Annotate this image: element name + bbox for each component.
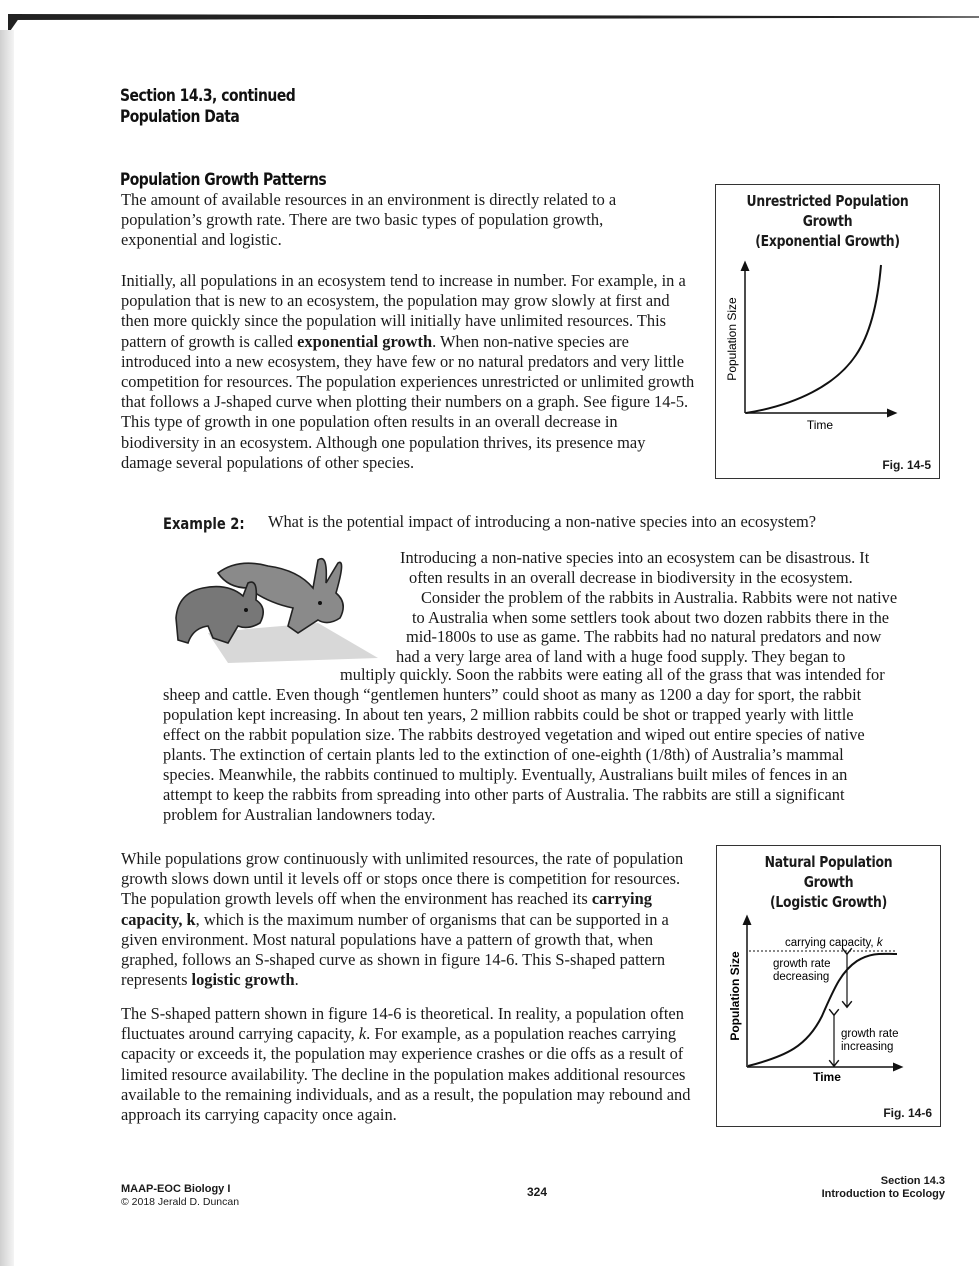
- page-number: 324: [527, 1185, 548, 1199]
- rabbit-eye: [244, 608, 248, 612]
- exponential-term: exponential growth: [297, 331, 433, 351]
- example-line: attempt to keep the rabbits from spreading into other parts of Australia. The rabbits are still a significant: [163, 785, 845, 804]
- decreasing-label-1: growth rate: [773, 958, 831, 970]
- example-line: Introducing a non-native species into an ecosystem can be disastrous. It: [400, 548, 870, 567]
- capacity-k: k: [876, 937, 883, 949]
- x-axis-label: Time: [806, 418, 834, 432]
- figure-14-5: [715, 184, 940, 479]
- example-line: mid-1800s to use as game. The rabbits had no natural predators and now: [406, 627, 882, 646]
- rabbit-eye: [318, 601, 322, 605]
- example-line: multiply quickly. Soon the rabbits were eating all of the grass that was intended for: [340, 665, 885, 684]
- footer-copyright: © 2018 Jerald D. Duncan: [121, 1196, 240, 1208]
- exponential-chart: [716, 185, 939, 478]
- fig-14-5-title-1: Unrestricted Population Growth: [746, 192, 909, 230]
- logistic-text-b: , which is the maximum number of organisms that can be supported in a given environment. Most natural populations have a pattern of growth that, when graphed, follows an S-shaped curve as shown in figure 14-6. This S-shaped pattern represents: [121, 909, 669, 990]
- growth-patterns-heading: Population Growth Patterns: [120, 170, 327, 190]
- logistic-chart: [717, 846, 940, 1126]
- example-line: problem for Australian landowners today.: [163, 805, 436, 824]
- j-curve: [746, 265, 881, 413]
- exponential-text-b: . When non-native species are introduced into a new ecosystem, they have few or no natural predators and very little competition for resources. The population experiences unrestricted or unlimited growth that follows a J-shaped curve when plotting their numbers on a graph. See figure 14-5. This type of growth in one population often results in an overall decrease in biodiversity in an ecosystem. Although one population thrives, its presence may damage several populations of other species.: [121, 331, 695, 472]
- exponential-text-a: Initially, all populations in an ecosystem tend to increase in number. For example, in a population that is new to an ecosystem, the population may grow slowly at first and then more quickly since the population will initially have unlimited resources. This pattern of growth is called: [121, 271, 686, 351]
- logistic-growth-term: logistic growth: [191, 970, 295, 990]
- example-line: plants. The extinction of certain plants led to the extinction of one-eighth (1/8th) of Australia’s mammal: [163, 745, 844, 764]
- example-line: species. Meanwhile, the rabbits continued to multiply. Eventually, Australians built miles of fences in an: [163, 765, 848, 784]
- example-label: Example 2:: [163, 514, 245, 533]
- example-line: had a very large area of land with a huge food supply. They began to: [396, 647, 846, 666]
- footer-section: Section 14.3: [880, 1175, 945, 1187]
- rabbits-illustration: [168, 548, 393, 666]
- scan-edge-shadow: [0, 30, 14, 1266]
- capacity-label: [785, 937, 884, 949]
- increasing-label-2: increasing: [841, 1041, 894, 1053]
- x-axis-label: Time: [813, 1070, 841, 1084]
- fig-14-6-label: Fig. 14-6: [883, 1106, 932, 1120]
- example-line: to Australia when some settlers took about two dozen rabbits there in the: [412, 608, 890, 627]
- fluctuation-paragraph: [121, 1004, 701, 1125]
- k-symbol: k: [358, 1024, 367, 1044]
- section-subtitle: Population Data: [120, 107, 240, 127]
- logistic-text-a: While populations grow continuously with unlimited resources, the rate of population growth slows down until it levels off or stops once there is competition for resources. The population growth levels off when the environment has reached its: [121, 849, 684, 909]
- fig-14-6-title-1: Natural Population Growth: [764, 853, 893, 891]
- decreasing-label-2: decreasing: [773, 971, 830, 983]
- logistic-text-c: .: [294, 970, 299, 990]
- fluctuation-text-b: . For example, as a population reaches carrying capacity or exceeds it, the population may experience crashes or die offs as a result of limited resource availability. The decline in the population makes additional resources available to the remaining individuals, and as a result, the population may rebound and approach its carrying capacity once again.: [121, 1024, 691, 1125]
- fluctuation-text-a: The S-shaped pattern shown in figure 14-6 is theoretical. In reality, a population often fluctuates around carrying capacity,: [121, 1004, 684, 1044]
- fig-14-5-label: Fig. 14-5: [882, 458, 931, 472]
- page-top-rule: [8, 14, 979, 20]
- y-axis-label: Population Size: [728, 951, 742, 1041]
- footer-section-title: Introduction to Ecology: [821, 1188, 945, 1200]
- example-line: sheep and cattle. Even though “gentlemen hunters” could shoot as many as 1200 a day for sport, the rabbit: [163, 685, 862, 704]
- exponential-paragraph: [121, 271, 696, 473]
- carrying-capacity-term: carrying capacity, k: [121, 889, 652, 929]
- example-line: population kept increasing. In about ten years, 2 million rabbits could be shot or trapped yearly with little: [163, 705, 854, 724]
- logistic-paragraph: [121, 849, 699, 990]
- figure-14-6: [716, 845, 941, 1127]
- section-title: Section 14.3, continued: [120, 86, 296, 106]
- y-axis-label: Population Size: [725, 297, 739, 381]
- footer-book: MAAP-EOC Biology I: [121, 1183, 231, 1195]
- increasing-label-1: growth rate: [841, 1028, 899, 1040]
- example-line: Consider the problem of the rabbits in Australia. Rabbits were not native: [421, 588, 898, 607]
- fig-14-6-title-2: (Logistic Growth): [769, 893, 888, 911]
- example-line: often results in an overall decrease in biodiversity in the ecosystem.: [409, 568, 853, 587]
- growth-intro-paragraph: The amount of available resources in an environment is directly related to a population’s growth rate. There are two basic types of population growth, exponential and logistic.: [121, 190, 617, 250]
- example-question: What is the potential impact of introducing a non-native species into an ecosystem?: [268, 512, 817, 531]
- fig-14-5-title-2: (Exponential Growth): [755, 232, 900, 250]
- example-line: effect on the rabbit population size. The rabbits destroyed vegetation and wiped out entire species of native: [163, 725, 865, 744]
- capacity-label-text: carrying capacity,: [785, 937, 877, 949]
